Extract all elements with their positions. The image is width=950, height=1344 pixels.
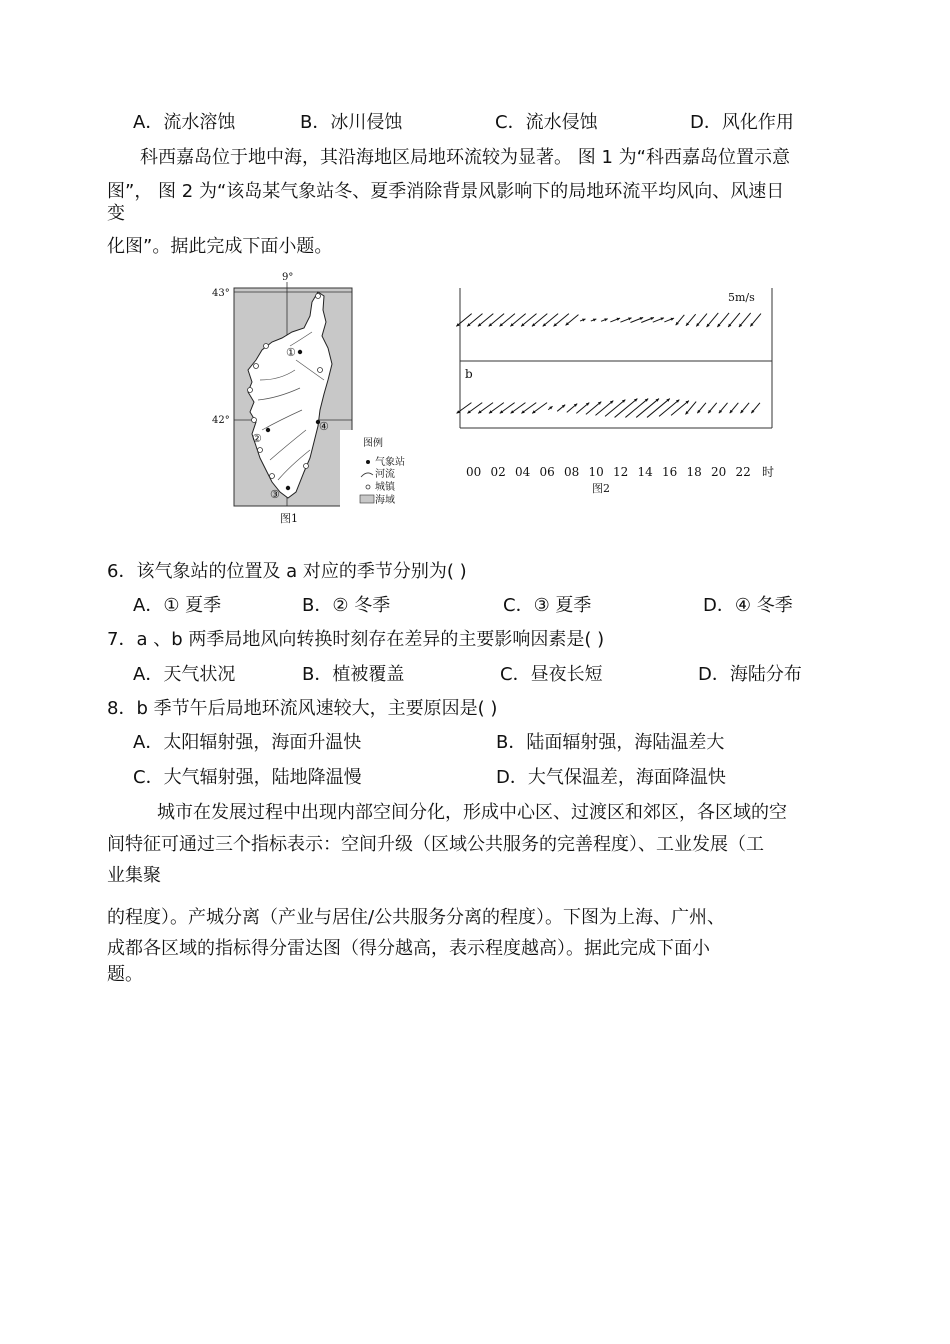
q5-option-a: A．流水溶蚀 [133, 112, 236, 133]
panel-b-label: b [465, 367, 473, 381]
lat-mid-label: 42° [212, 415, 230, 426]
legend-station-marker [366, 460, 370, 464]
q6-option-d: D．④ 冬季 [703, 595, 793, 616]
lon-label: 9° [282, 272, 294, 283]
q6-option-c: C．③ 夏季 [503, 595, 592, 616]
passage1-line: 科西嘉岛位于地中海，其沿海地区局地环流较为显著。 图 1 为“科西嘉岛位置示意 [140, 147, 790, 168]
hour-tick-label: 02 [490, 465, 506, 479]
q8-stem: 8．b 季节午后局地环流风速较大，主要原因是( ) [107, 698, 498, 719]
q7-option-c: C．昼夜长短 [500, 664, 603, 685]
passage2-line: 的程度）。产城分离（产业与居住/公共服务分离的程度）。下图为上海、广州、 [107, 907, 726, 928]
wind-arrow [625, 399, 648, 418]
legend-sea: 海域 [375, 495, 395, 506]
passage2-line: 城市在发展过程中出现内部空间分化，形成中心区、过渡区和郊区，各区域的空 [157, 802, 787, 823]
q8-option-d: D．大气保温差，海面降温快 [496, 767, 726, 788]
wind-arrow [605, 400, 625, 417]
passage2-line: 题。 [107, 964, 143, 985]
figure2-caption: 图2 [592, 482, 610, 495]
panel-a-arrows [456, 313, 761, 327]
q8-option-b: B．陆面辐射强，海陆温差大 [496, 732, 725, 753]
q5-option-b: B．冰川侵蚀 [300, 112, 403, 133]
figure1-caption: 图1 [280, 512, 298, 525]
passage1-line: 化图”。据此完成下面小题。 [107, 236, 333, 257]
q5-option-c: C．流水侵蚀 [495, 112, 598, 133]
figure2-chart [456, 288, 774, 495]
q5-option-d: D．风化作用 [690, 112, 794, 133]
hour-tick-label: 00 [466, 465, 482, 479]
wind-arrow [615, 399, 638, 418]
legend-title: 图例 [363, 438, 383, 449]
q7-option-d: D．海陆分布 [698, 664, 802, 685]
legend-town: 城镇 [375, 482, 395, 493]
passage1-line: 变 [107, 203, 125, 224]
legend-river: 河流 [375, 469, 395, 480]
passage2-line: 业集聚 [107, 865, 161, 886]
station-4-label: ④ [319, 420, 329, 433]
lat-top-label: 43° [212, 288, 230, 299]
hour-tick-label: 20 [711, 465, 727, 479]
wind-arrow [636, 399, 659, 418]
hour-ticks [466, 465, 751, 479]
station-3-label: ③ [270, 488, 280, 501]
hour-tick-label: 04 [515, 465, 531, 479]
wind-arrow [659, 400, 679, 417]
hour-tick-label: 22 [735, 465, 751, 479]
hour-unit: 时 [762, 465, 775, 479]
passage2-line: 成都各区域的指标得分雷达图（得分越高，表示程度越高）。据此完成下面小 [107, 938, 710, 959]
wind-arrow [647, 399, 670, 418]
q7-stem: 7．a 、b 两季局地风向转换时刻存在差异的主要影响因素是( ) [107, 629, 605, 650]
figures [200, 270, 800, 530]
figure1-map [212, 272, 412, 525]
hour-tick-label: 18 [686, 465, 702, 479]
scale-label: 5m/s [728, 291, 755, 304]
q8-option-c: C．大气辐射强，陆地降温慢 [133, 767, 362, 788]
passage2-line: 间特征可通过三个指标表示：空间升级（区域公共服务的完善程度）、工业发展（工 [107, 834, 764, 855]
hour-tick-label: 16 [662, 465, 678, 479]
legend-sea-marker [360, 495, 374, 503]
wind-arrow [595, 401, 613, 416]
q6-option-a: A．① 夏季 [133, 595, 222, 616]
q7-option-b: B．植被覆盖 [302, 664, 405, 685]
legend-town-marker [366, 485, 370, 489]
panel-b-arrows [457, 399, 760, 418]
passage1-line: 图”， 图 2 为“该岛某气象站冬、夏季消除背景风影响下的局地环流平均风向、风速日 [107, 181, 785, 202]
hour-tick-label: 08 [564, 465, 580, 479]
q6-option-b: B．② 冬季 [302, 595, 391, 616]
q6-stem: 6．该气象站的位置及 a 对应的季节分别为( ) [107, 561, 467, 582]
hour-tick-label: 06 [539, 465, 555, 479]
station-1-label: ① [286, 346, 296, 359]
hour-tick-label: 14 [637, 465, 653, 479]
station-2-label: ② [252, 432, 262, 445]
legend-station: 气象站 [375, 457, 405, 468]
q7-option-a: A．天气状况 [133, 664, 236, 685]
q8-option-a: A．太阳辐射强，海面升温快 [133, 732, 362, 753]
hour-tick-label: 12 [613, 465, 629, 479]
hour-tick-label: 10 [588, 465, 604, 479]
